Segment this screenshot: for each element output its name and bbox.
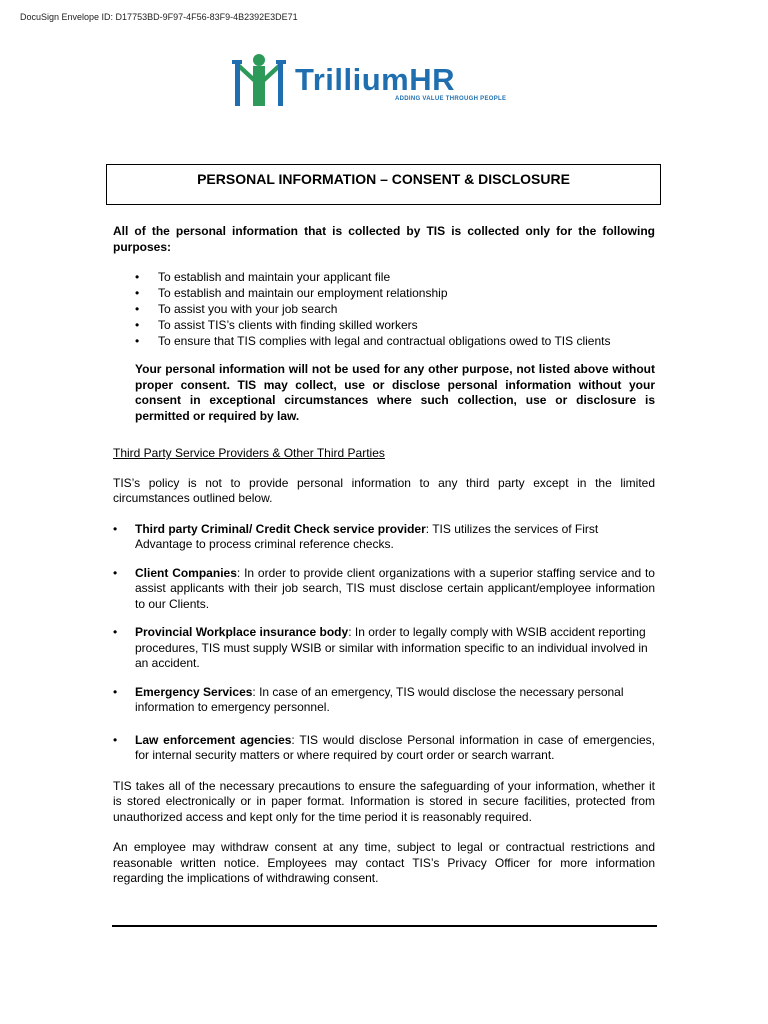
bullet: • — [135, 270, 140, 284]
trillium-logo-icon — [229, 52, 289, 110]
bullet: • — [135, 302, 140, 316]
party-text: : TIS utilizes the services of First Advantage to process criminal reference checks. — [135, 521, 599, 551]
list-item — [113, 625, 655, 672]
party-text: : In order to provide client organizations with a superior staffing service and to assist applicants with their job search, TIS must disclose certain applicant/employee information to our Clients. — [135, 565, 655, 611]
bullet: • — [113, 684, 118, 699]
logo-wordmark — [295, 64, 455, 95]
list-item — [113, 566, 655, 613]
list-item — [113, 685, 655, 716]
party-name: Provincial Workplace insurance body — [135, 625, 349, 639]
third-parties-list — [113, 522, 655, 764]
list-item — [113, 733, 655, 764]
party-text: : In case of an emergency, TIS would disclose the necessary personal information to emergency personnel. — [135, 684, 624, 714]
bullet: • — [135, 334, 140, 348]
logo-name-trillium: Trillium — [295, 62, 410, 97]
third-party-heading: Third Party Service Providers & Other Third Parties — [113, 446, 385, 460]
list-item — [113, 269, 655, 285]
bullet: • — [113, 565, 118, 580]
bullet: • — [113, 521, 118, 536]
bullet: • — [135, 286, 140, 300]
party-name: Emergency Services — [135, 684, 253, 699]
list-item — [113, 333, 655, 349]
party-text: : In order to legally comply with WSIB accident reporting procedures, TIS must supply WSIB or similar with information specific to an individual involved in an accident. — [135, 625, 648, 670]
party-text: : TIS would disclose Personal information in case of emergencies, for internal security matters or where required by court order or search warrant. — [135, 732, 656, 762]
logo-tagline: ADDING VALUE THROUGH PEOPLE — [395, 96, 507, 102]
purposes-list — [113, 269, 655, 349]
list-item — [113, 317, 655, 333]
bullet: • — [135, 318, 140, 332]
purpose-text: To assist you with your job search — [158, 302, 338, 316]
policy-paragraph: TIS’s policy is not to provide personal information to any third party except in the limited circumstances outlined below. — [113, 475, 655, 505]
purpose-text: To establish and maintain your applicant file — [158, 270, 391, 284]
page-title: PERSONAL INFORMATION – CONSENT & DISCLOSURE — [197, 171, 570, 187]
consent-statement: Your personal information will not be used for any other purpose, not listed above without proper consent. TIS may collect, use or disclose personal information without your consent in exceptional circumstances where such collection, use or disclosure is permitted or required by law. — [135, 362, 655, 423]
bullet: • — [113, 732, 118, 747]
purpose-text: To ensure that TIS complies with legal and contractual obligations owed to TIS clients — [158, 334, 611, 348]
safeguard-paragraph: TIS takes all of the necessary precautions to ensure the safeguarding of your information, whether it is stored electronically or in paper format. Information is stored in secure facilities, protected from unauthorized access and kept only for the time period it is reasonably required. — [113, 778, 655, 824]
purpose-text: To establish and maintain our employment relationship — [158, 286, 448, 300]
party-name: Third party Criminal/ Credit Check service provider — [135, 521, 426, 536]
list-item — [113, 285, 655, 301]
trillium-hr-logo — [229, 52, 539, 112]
list-item — [113, 522, 655, 553]
list-item — [113, 301, 655, 317]
title-box — [106, 164, 661, 205]
purpose-text: To assist TIS’s clients with finding skilled workers — [158, 318, 418, 332]
withdraw-consent-paragraph: An employee may withdraw consent at any time, subject to legal or contractual restrictions and reasonable written notice. Employees may contact TIS’s Privacy Officer for more information regarding the implications of withdrawing consent. — [113, 840, 655, 885]
party-name: Client Companies — [135, 565, 237, 580]
intro-paragraph: All of the personal information that is collected by TIS is collected only for the following purposes: — [113, 224, 655, 254]
footer-rule — [112, 925, 657, 927]
docusign-envelope-id: DocuSign Envelope ID: D17753BD-9F97-4F56-83F9-4B2392E3DE71 — [20, 12, 298, 22]
party-name: Law enforcement agencies — [135, 732, 292, 747]
logo-name-hr: HR — [409, 62, 456, 97]
bullet: • — [113, 625, 118, 639]
document-body — [113, 224, 655, 902]
